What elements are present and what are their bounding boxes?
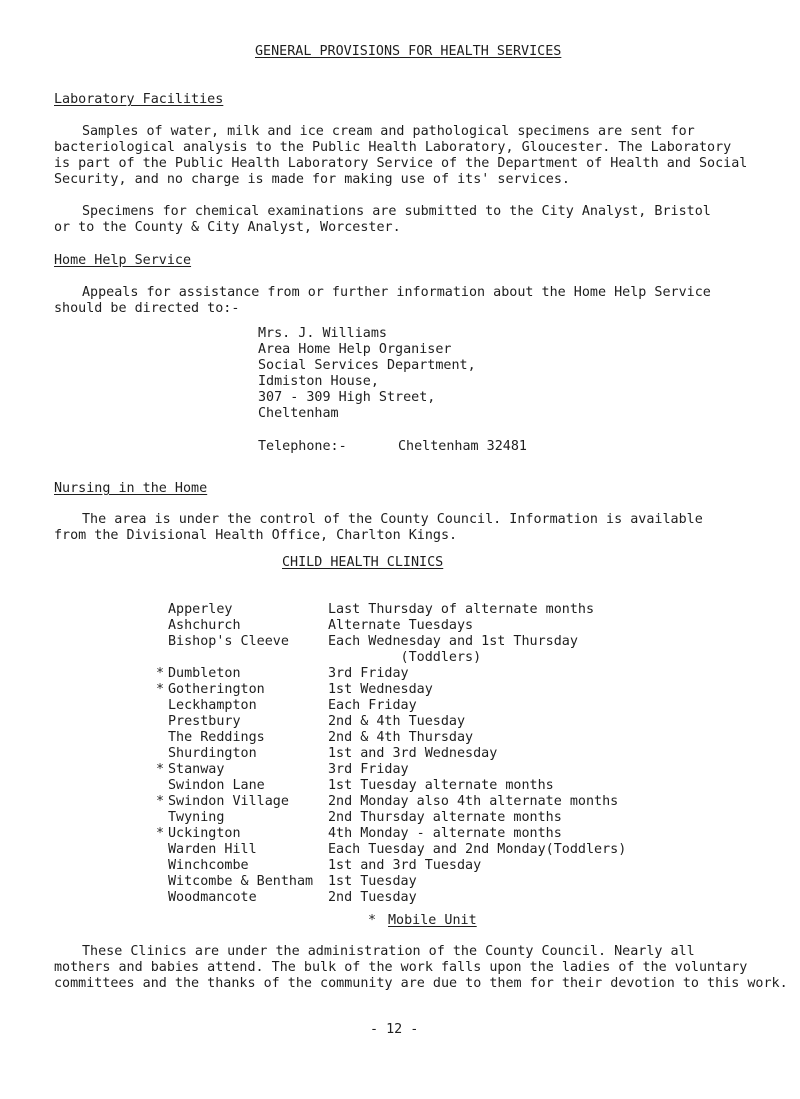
mobile-unit-marker: * (156, 666, 165, 681)
clinic-schedule: 2nd & 4th Tuesday (328, 714, 466, 729)
clinic-schedule: 1st and 3rd Wednesday (328, 746, 498, 761)
clinic-row (168, 874, 626, 890)
mobile-unit-marker: * (156, 794, 165, 809)
laboratory-para1-line1: Samples of water, milk and ice cream and pathological specimens are sent for (82, 124, 695, 139)
clinic-place-name: Ashchurch (168, 618, 241, 633)
mobile-unit-marker: * (156, 762, 165, 777)
clinic-place (168, 842, 328, 858)
clinic-schedule: 2nd Monday also 4th alternate months (328, 794, 619, 809)
clinic-place (156, 666, 328, 682)
clinic-place (168, 602, 328, 618)
clinic-row (168, 634, 626, 650)
clinic-row (168, 682, 626, 698)
clinic-place (168, 810, 328, 826)
clinic-place (168, 730, 328, 746)
laboratory-para1-line2: bacteriological analysis to the Public Health Laboratory, Gloucester. The Laboratory (54, 140, 732, 155)
clinic-schedule: 1st Tuesday alternate months (328, 778, 554, 793)
clinic-row (168, 730, 626, 746)
clinic-schedule: Each Wednesday and 1st Thursday (328, 634, 578, 649)
clinic-place-name: Woodmancote (168, 890, 257, 905)
clinic-schedule: 3rd Friday (328, 666, 409, 681)
clinic-place-name: Apperley (168, 602, 233, 617)
clinic-schedule: Alternate Tuesdays (328, 618, 474, 633)
clinic-schedule: 1st Tuesday (328, 874, 417, 889)
child-clinics-title: CHILD HEALTH CLINICS (282, 555, 444, 570)
footnote-star: * (368, 913, 377, 928)
clinic-schedule: Each Tuesday and 2nd Monday(Toddlers) (328, 842, 627, 857)
home-help-title: Home Help Service (54, 253, 192, 268)
mobile-unit-marker: * (156, 826, 165, 841)
address-line: Idmiston House, (258, 374, 379, 389)
clinic-schedule: (Toddlers) (328, 650, 482, 665)
telephone-number: Cheltenham 32481 (398, 439, 527, 454)
clinic-place (156, 794, 328, 810)
clinic-schedule: 2nd Thursday alternate months (328, 810, 562, 825)
clinic-place-name: Witcombe & Bentham (168, 874, 314, 889)
clinic-row (168, 698, 626, 714)
clinic-row (168, 794, 626, 810)
clinic-row (168, 762, 626, 778)
clinic-place (156, 826, 328, 842)
clinic-place-name: Bishop's Cleeve (168, 634, 289, 649)
clinic-place (168, 650, 328, 666)
clinic-schedule: 1st Wednesday (328, 682, 433, 697)
home-help-intro-line1: Appeals for assistance from or further information about the Home Help Service (82, 285, 711, 300)
clinic-place-name: Swindon Village (168, 794, 289, 809)
clinic-place-name: Uckington (168, 826, 241, 841)
page-heading: GENERAL PROVISIONS FOR HEALTH SERVICES (255, 44, 562, 59)
clinic-place (168, 746, 328, 762)
address-line: Area Home Help Organiser (258, 342, 452, 357)
clinic-row (168, 714, 626, 730)
home-help-intro-line2: should be directed to:- (54, 301, 240, 316)
closing-line3: committees and the thanks of the community are due to them for their devotion to this work. (54, 976, 788, 991)
clinic-place (168, 890, 328, 906)
clinic-place-name: Swindon Lane (168, 778, 265, 793)
clinic-schedule: 3rd Friday (328, 762, 409, 777)
clinic-place (168, 874, 328, 890)
clinic-place (156, 682, 328, 698)
page-number: - 12 - (370, 1022, 419, 1037)
home-help-address (258, 326, 476, 422)
nursing-para-line2: from the Divisional Health Office, Charlton Kings. (54, 528, 458, 543)
clinic-place-name: Prestbury (168, 714, 241, 729)
clinic-row (168, 778, 626, 794)
laboratory-para2-line2: or to the County & City Analyst, Worcester. (54, 220, 401, 235)
clinic-row (168, 746, 626, 762)
laboratory-title: Laboratory Facilities (54, 92, 224, 107)
clinic-place (168, 634, 328, 650)
laboratory-para2-line1: Specimens for chemical examinations are submitted to the City Analyst, Bristol (82, 204, 711, 219)
clinic-place-name: The Reddings (168, 730, 265, 745)
clinic-place (168, 714, 328, 730)
closing-line2: mothers and babies attend. The bulk of the work falls upon the ladies of the voluntary (54, 960, 748, 975)
clinic-place-name: Warden Hill (168, 842, 257, 857)
mobile-unit-marker: * (156, 682, 165, 697)
clinic-row (168, 842, 626, 858)
clinic-row (168, 826, 626, 842)
address-line: Cheltenham (258, 406, 339, 421)
clinic-row (168, 858, 626, 874)
clinic-place-name: Dumbleton (168, 666, 241, 681)
clinic-place (168, 698, 328, 714)
nursing-title: Nursing in the Home (54, 481, 208, 496)
clinic-row (168, 890, 626, 906)
clinic-row (168, 618, 626, 634)
laboratory-para1-line4: Security, and no charge is made for making use of its' services. (54, 172, 570, 187)
clinic-schedule: 2nd & 4th Thursday (328, 730, 474, 745)
clinic-place (168, 618, 328, 634)
clinic-place-name: Twyning (168, 810, 225, 825)
clinic-place-name: Winchcombe (168, 858, 249, 873)
clinics-table (156, 602, 627, 906)
laboratory-para1-line3: is part of the Public Health Laboratory Service of the Department of Health and Social (54, 156, 748, 171)
clinic-schedule: 2nd Tuesday (328, 890, 417, 905)
address-line: Mrs. J. Williams (258, 326, 387, 341)
clinic-schedule: 4th Monday - alternate months (328, 826, 562, 841)
clinic-row (168, 810, 626, 826)
footnote-mobile-unit: Mobile Unit (388, 913, 477, 928)
clinic-place-name: Gotherington (168, 682, 265, 697)
address-line: 307 - 309 High Street, (258, 390, 436, 405)
clinic-place-name: Shurdington (168, 746, 257, 761)
nursing-para-line1: The area is under the control of the County Council. Information is available (82, 512, 703, 527)
clinic-schedule: Last Thursday of alternate months (328, 602, 595, 617)
clinic-place (168, 778, 328, 794)
closing-line1: These Clinics are under the administration of the County Council. Nearly all (82, 944, 695, 959)
clinic-place (156, 762, 328, 778)
clinic-row (168, 602, 626, 618)
clinic-schedule: 1st and 3rd Tuesday (328, 858, 482, 873)
clinic-row (168, 650, 626, 666)
address-line: Social Services Department, (258, 358, 476, 373)
clinic-place (168, 858, 328, 874)
clinic-place-name: Stanway (168, 762, 225, 777)
clinic-place-name: Leckhampton (168, 698, 257, 713)
telephone-label: Telephone:- (258, 439, 347, 454)
clinic-row (168, 666, 626, 682)
clinic-schedule: Each Friday (328, 698, 417, 713)
